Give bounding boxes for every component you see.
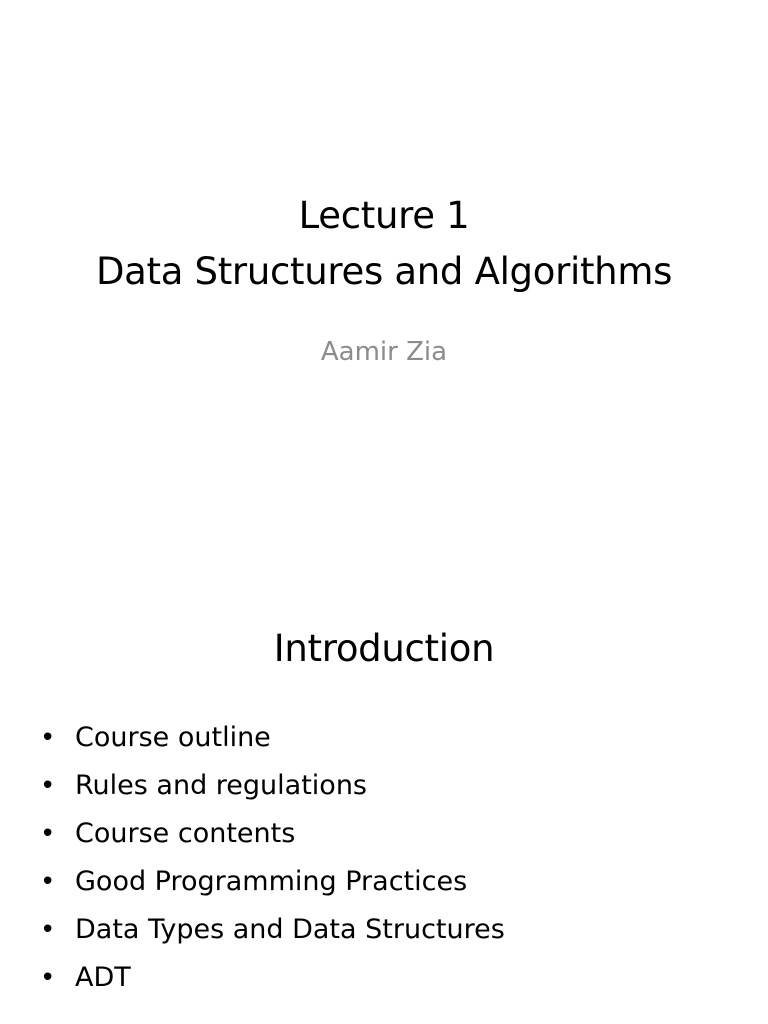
list-item-text: Course contents: [75, 818, 296, 849]
course-title: Data Structures and Algorithms: [95, 250, 673, 293]
lecture-number-title: Lecture 1: [298, 194, 470, 237]
introduction-slide: [0, 576, 768, 1024]
list-item-text: Rules and regulations: [75, 770, 368, 801]
list-item-text: Data Types and Data Structures: [75, 914, 505, 945]
list-item-text: Good Programming Practices: [75, 866, 468, 897]
bullet-icon: •: [40, 915, 56, 945]
bullet-icon: •: [40, 771, 56, 801]
bullet-icon: •: [40, 723, 56, 753]
bullet-icon: •: [40, 867, 56, 897]
slide-title: Introduction: [273, 627, 495, 670]
bullet-icon: •: [40, 963, 56, 993]
list-item-text: ADT: [75, 962, 131, 993]
list-item-text: Course outline: [75, 722, 271, 753]
author-subtitle: Aamir Zia: [320, 337, 448, 367]
bullet-icon: •: [40, 819, 56, 849]
